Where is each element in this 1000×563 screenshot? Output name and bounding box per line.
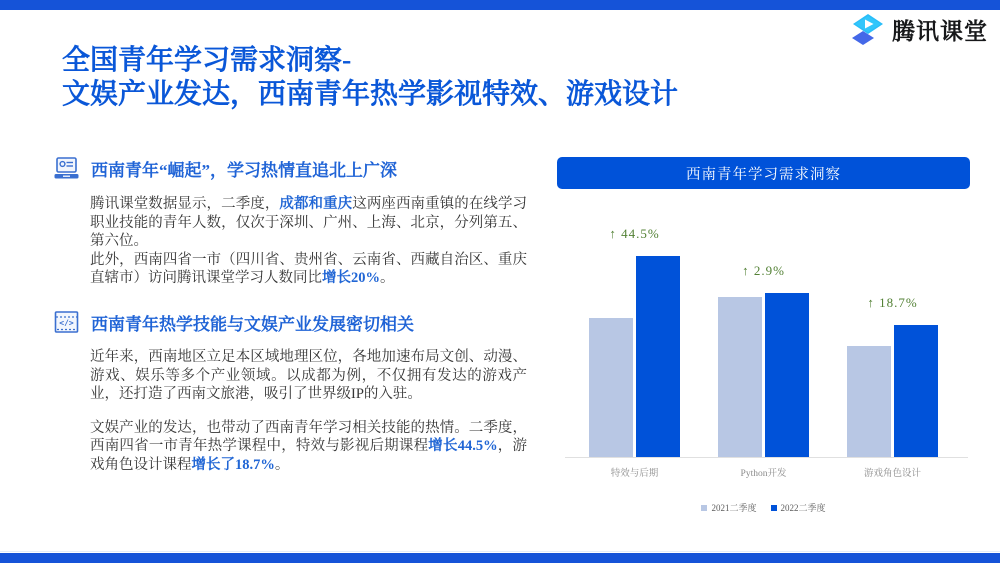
title-line-2: 文娱产业发达，西南青年热学影视特效、游戏设计 <box>62 79 679 110</box>
x-axis-label: 游戏角色设计 <box>863 469 921 479</box>
bar-2021二季度 <box>847 346 891 457</box>
laptop-presentation-icon <box>53 155 80 182</box>
bottom-hairline <box>0 551 1000 552</box>
chart-legend <box>557 501 970 514</box>
bar-2021二季度 <box>589 318 633 457</box>
chart-x-labels <box>557 465 970 479</box>
bar-2021二季度 <box>718 297 762 457</box>
accent-text: 成都和重庆 <box>279 196 353 212</box>
legend-item <box>771 501 826 514</box>
section-1-heading-text: 西南青年“崛起”，学习热情直追北上广深 <box>91 161 397 180</box>
logo-text: 腾讯课堂 <box>892 18 988 44</box>
section-2-heading <box>53 309 527 336</box>
bar-2022二季度 <box>636 256 680 457</box>
bar-group <box>589 226 680 457</box>
code-window-icon <box>53 309 80 336</box>
x-axis-label: Python开发 <box>740 469 787 479</box>
legend-item <box>701 501 756 514</box>
growth-label: ↑ 2.9% <box>742 263 785 278</box>
section-2-heading-text: 西南青年热学技能与文娱产业发展密切相关 <box>91 314 414 334</box>
bottom-strip <box>0 553 1000 563</box>
bar-2022二季度 <box>894 325 938 457</box>
bar-group <box>718 263 809 457</box>
x-axis-label: 特效与后期 <box>610 469 659 479</box>
bar-group <box>847 295 938 457</box>
legend-label: 2022二季度 <box>780 503 826 513</box>
tencent-classroom-logo <box>849 11 988 48</box>
section-1-heading <box>53 155 527 182</box>
left-column <box>53 155 527 475</box>
chart-plot <box>557 189 970 457</box>
accent-text: 增长20% <box>322 270 380 287</box>
top-strip <box>0 0 1000 10</box>
section-2-paragraph-2: 文娱产业的发达，也带动了西南青年学习相关技能的热情。二季度，西南四省一市青年热学课程中，特效与影视后期课程增长44.5%，游戏角色设计课程增长了18.7%。 <box>90 419 528 473</box>
legend-label: 2021二季度 <box>711 503 757 513</box>
chart-panel <box>557 157 970 514</box>
x-axis-line <box>565 457 968 458</box>
graduation-cap-play-icon <box>849 11 886 48</box>
section-1-paragraph-1: 腾讯课堂数据显示，二季度，成都和重庆这两座西南重镇的在线学习职业技能的青年人数，仅次于深圳、广州、上海、北京，分列第五、第六位。 <box>90 196 528 250</box>
title-line-1: 全国青年学习需求洞察- <box>62 45 352 76</box>
accent-text: 增长44.5% <box>428 438 498 455</box>
svg-text:</>: </> <box>59 318 74 328</box>
growth-label: ↑ 18.7% <box>867 295 918 310</box>
legend-swatch <box>701 505 707 511</box>
chart-title-banner: 西南青年学习需求洞察 <box>557 157 970 189</box>
bar-2022二季度 <box>765 293 809 457</box>
section-1-paragraph-2: 此外，西南四省一市（四川省、贵州省、云南省、西藏自治区、重庆直辖市）访问腾讯课堂学习人数同比增长20%。 <box>90 251 527 287</box>
section-2-paragraph-1: 近年来，西南地区立足本区域地理区位，各地加速布局文创、动漫、游戏、娱乐等多个产业领域。以成都为例，不仅拥有发达的游戏产业，还打造了西南文旅港，吸引了世界级IP的入驻。 <box>90 348 527 403</box>
growth-label: ↑ 44.5% <box>609 226 660 241</box>
accent-text: 增长了18.7% <box>191 456 275 473</box>
legend-swatch <box>771 505 777 511</box>
page-title <box>62 44 922 112</box>
